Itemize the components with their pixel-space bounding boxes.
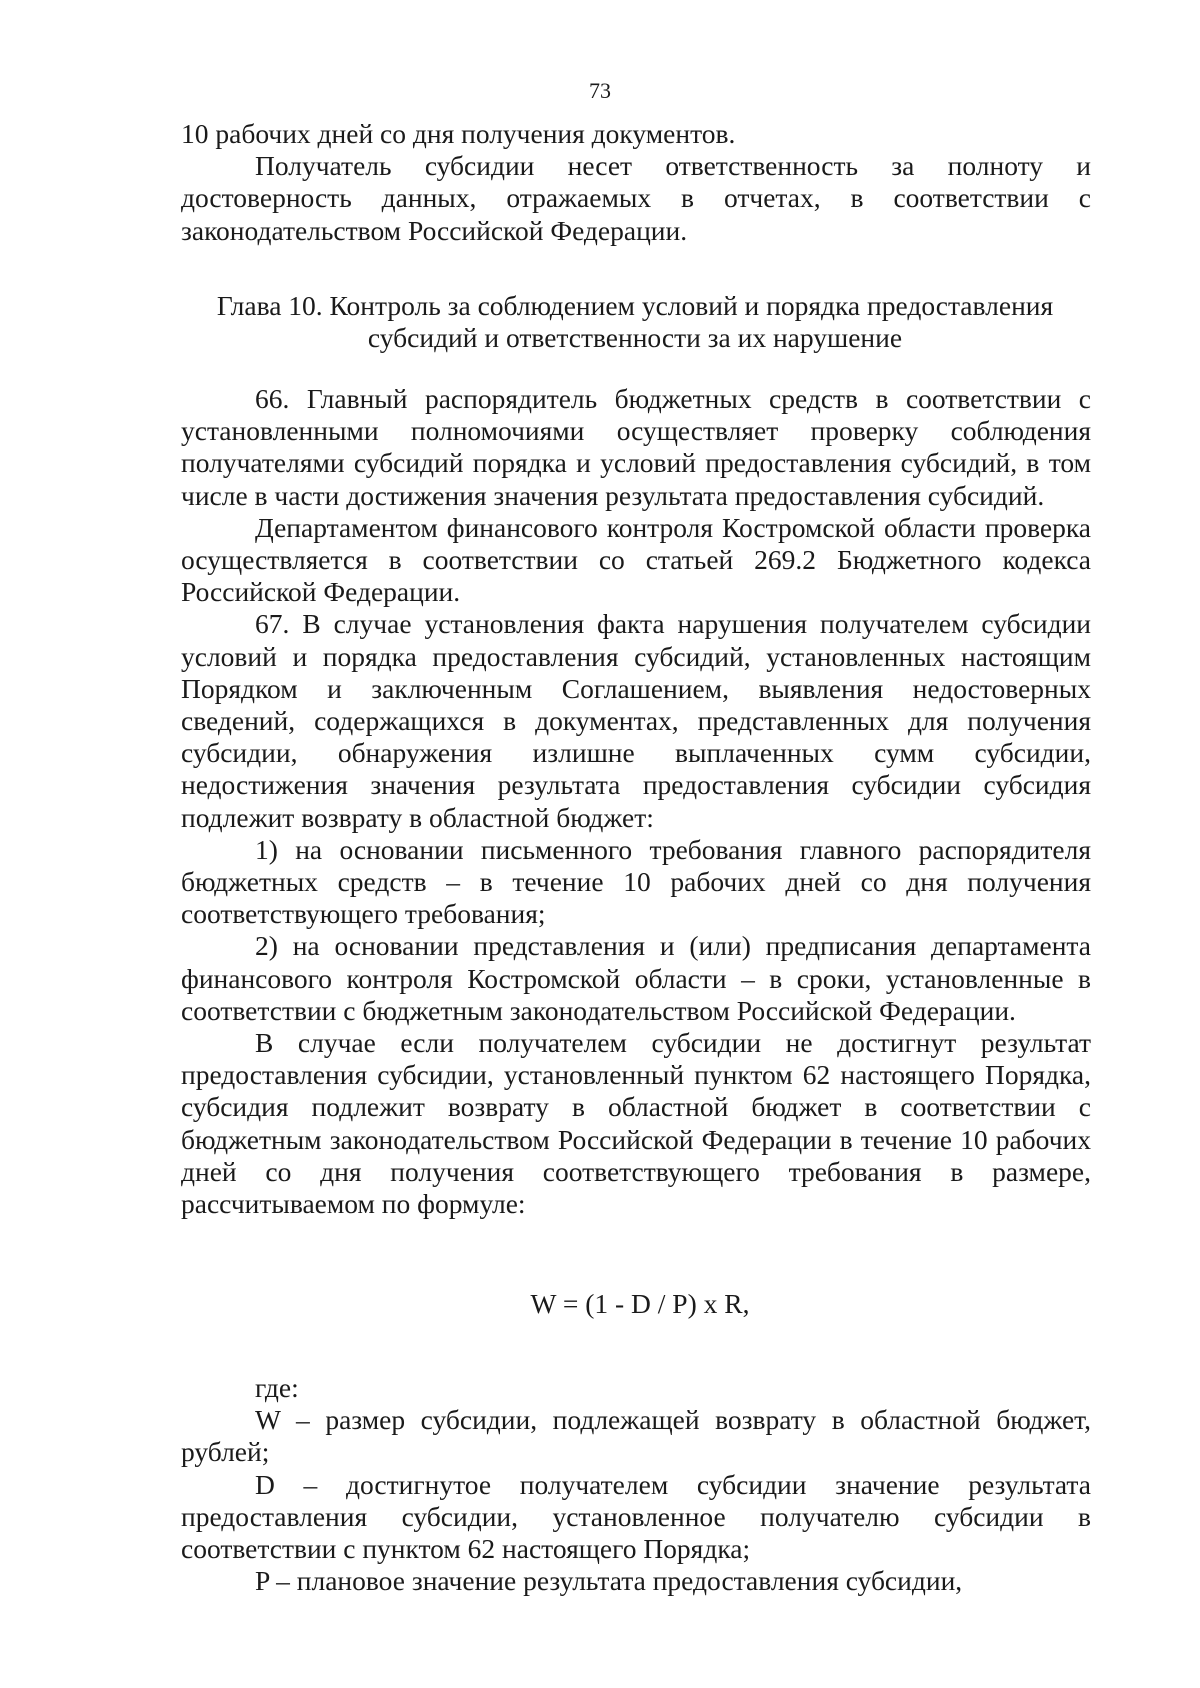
paragraph: 67. В случае установления факта нарушения получателем субсидии условий и порядка предоставления субсидий, установленных настоящим Порядком и заключенным Соглашением, выявления недостоверных сведений, содержащихся в документах, представленных для получения субсидии, обнаружения излишне выплаченных сумм субсидии, недостижения значения результата предоставления субсидии субсидия подлежит возврату в областной бюджет: [181, 608, 1091, 833]
definition-item: P – плановое значение результата предоставления субсидии, [255, 1565, 963, 1597]
definition-item: D – достигнутое получателем субсидии значение результата предоставления субсидии, установленное получателю субсидии в соответствии с пунктом 62 настоящего Порядка; [181, 1468, 1091, 1565]
definitions-intro: где: [255, 1372, 299, 1403]
paragraph: В случае если получателем субсидии не достигнут результат предоставления субсидии, установленный пунктом 62 настоящего Порядка, субсидия подлежит возврату в областной бюджет в соответствии с бюджетным законодательством Российской Федерации в течение 10 рабочих дней со дня получения соответствующего требования в размере, рассчитываемом по формуле: [181, 1027, 1091, 1220]
definition-item: W – размер субсидии, подлежащей возврату в областной бюджет, рублей; [181, 1404, 1091, 1468]
intro-section [181, 118, 1091, 247]
paragraph: 66. Главный распорядитель бюджетных средств в соответствии с установленными полномочиями осуществляет проверку соблюдения получателями субсидий порядка и условий предоставления субсидий, в том числе в части достижения значения результата предоставления субсидий. [181, 383, 1091, 511]
paragraph: 10 рабочих дней со дня получения документов. [181, 118, 736, 149]
formula: W = (1 - D / P) x R, [530, 1288, 750, 1319]
paragraph: Получатель субсидии несет ответственность за полноту и достоверность данных, отражаемых в отчетах, в соответствии с законодательством Российской Федерации. [181, 150, 1091, 246]
list-item: 2) на основании представления и (или) предписания департамента финансового контроля Костромской области – в сроки, установленные в соответствии с бюджетным законодательством Российской Федерации. [181, 930, 1091, 1026]
list-item: 1) на основании письменного требования главного распорядителя бюджетных средств – в течение 10 рабочих дней со дня получения соответствующего требования; [181, 833, 1091, 930]
body-section [181, 383, 1091, 1220]
chapter-heading: Глава 10. Контроль за соблюдением условий и порядка предоставления субсидий и ответственности за их нарушение [216, 290, 1054, 354]
page-number: 73 [589, 78, 611, 103]
paragraph: Департаментом финансового контроля Костромской области проверка осуществляется в соответствии со статьей 269.2 Бюджетного кодекса Российской Федерации. [181, 511, 1091, 608]
definitions-section [181, 1372, 1091, 1597]
